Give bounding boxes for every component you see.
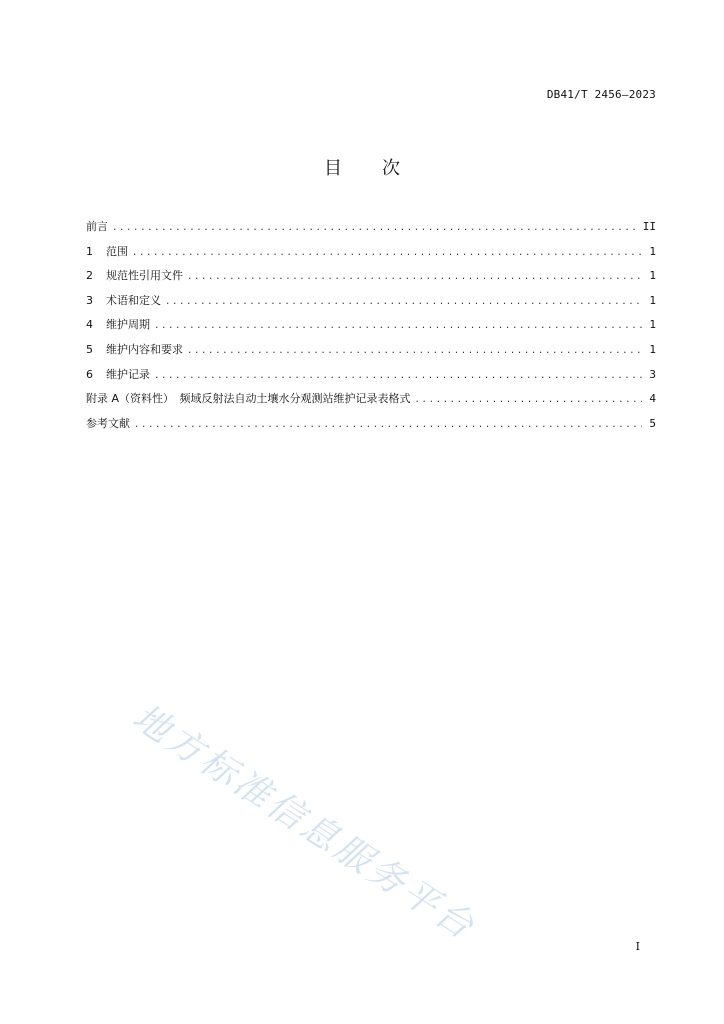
toc-entry-maintenance-cycle[interactable] <box>86 317 656 342</box>
toc-entry-foreword[interactable] <box>86 219 656 244</box>
toc-leader-dots <box>132 245 642 261</box>
toc-entry-page: II <box>642 220 656 233</box>
toc-entry-number: 1 <box>86 244 93 258</box>
toc-leader-dots <box>165 294 642 310</box>
toc-entry-scope[interactable] <box>86 244 656 269</box>
toc-entry-number: 5 <box>86 342 93 356</box>
toc-entry-label: 维护内容和要求 <box>106 342 183 356</box>
toc-leader-dots <box>154 318 642 334</box>
toc-entry-normative-references[interactable] <box>86 268 656 293</box>
toc-entry-page: 5 <box>649 416 656 430</box>
toc-leader-dots <box>134 417 642 433</box>
table-of-contents <box>86 219 656 440</box>
toc-entry-maintenance-content[interactable] <box>86 342 656 367</box>
toc-entry-label: 范围 <box>106 244 128 258</box>
toc-leader-dots <box>112 220 639 236</box>
page-number: I <box>635 940 640 953</box>
toc-entry-label: 术语和定义 <box>106 293 161 307</box>
toc-entry-label: 维护周期 <box>106 318 150 332</box>
toc-entry-page: 4 <box>649 392 656 406</box>
toc-leader-dots <box>415 392 642 408</box>
toc-entry-label: 参考文献 <box>86 416 130 430</box>
toc-leader-dots <box>187 343 642 359</box>
toc-entry-terms-definitions[interactable] <box>86 293 656 318</box>
watermark: 地方标准信息服务平台 <box>125 696 484 949</box>
page-title-char-1: 目 <box>324 158 342 179</box>
toc-entry-number: 6 <box>86 367 93 381</box>
toc-entry-page: 1 <box>649 342 656 356</box>
toc-leader-dots <box>154 368 642 384</box>
toc-entry-bibliography[interactable] <box>86 416 656 441</box>
toc-entry-label: 规范性引用文件 <box>106 269 183 283</box>
toc-entry-page: 1 <box>649 244 656 258</box>
toc-entry-number: 3 <box>86 293 93 307</box>
toc-entry-page: 3 <box>649 367 656 381</box>
toc-entry-label: 前言 <box>86 220 108 233</box>
toc-entry-number: 2 <box>86 269 93 283</box>
toc-entry-number: 4 <box>86 318 93 332</box>
page-title <box>0 154 724 180</box>
toc-entry-appendix-a[interactable] <box>86 391 656 416</box>
page-title-char-2: 次 <box>382 158 400 179</box>
toc-entry-maintenance-record[interactable] <box>86 367 656 392</box>
document-code: DB41/T 2456—2023 <box>546 88 656 101</box>
toc-entry-page: 1 <box>649 318 656 332</box>
toc-entry-label: 附录 A（资料性） 频域反射法自动土壤水分观测站维护记录表格式 <box>86 392 411 406</box>
toc-entry-page: 1 <box>649 269 656 283</box>
toc-entry-label: 维护记录 <box>106 367 150 381</box>
toc-leader-dots <box>187 269 642 285</box>
toc-entry-page: 1 <box>649 293 656 307</box>
